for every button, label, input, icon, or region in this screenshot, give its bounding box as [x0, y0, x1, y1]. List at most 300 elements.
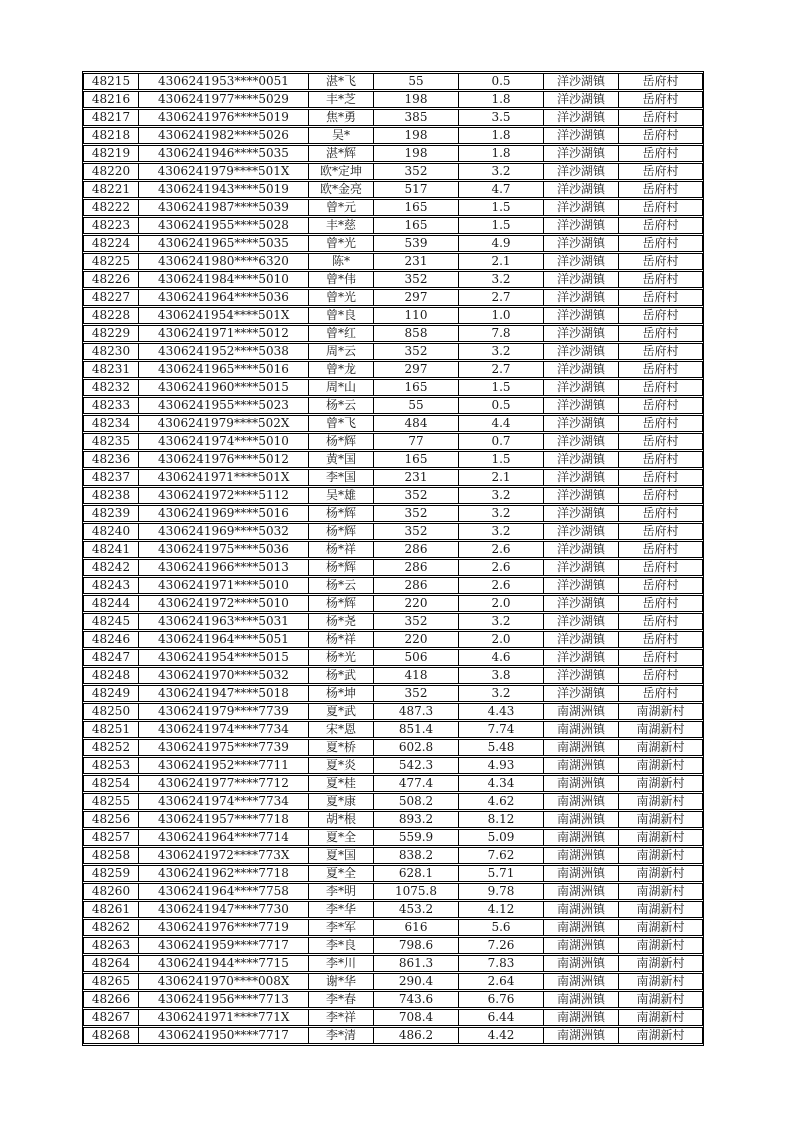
- cell-serial-number: 48217: [83, 109, 138, 126]
- cell-amount: 539: [373, 235, 458, 252]
- cell-serial-number: 48254: [83, 775, 138, 792]
- cell-village: 南湖新村: [618, 757, 703, 774]
- cell-town: 南湖洲镇: [543, 937, 618, 954]
- cell-amount: 165: [373, 199, 458, 216]
- cell-town: 南湖洲镇: [543, 955, 618, 972]
- cell-person-name-masked: 李*良: [308, 937, 373, 954]
- cell-amount: 542.3: [373, 757, 458, 774]
- table-row: [83, 91, 703, 108]
- cell-village: 岳府村: [618, 649, 703, 666]
- cell-serial-number: 48241: [83, 541, 138, 558]
- table-row: [83, 325, 703, 342]
- cell-person-name-masked: 曾*光: [308, 235, 373, 252]
- cell-town: 洋沙湖镇: [543, 649, 618, 666]
- cell-amount: 198: [373, 127, 458, 144]
- cell-person-name-masked: 李*春: [308, 991, 373, 1008]
- cell-person-name-masked: 李*清: [308, 1027, 373, 1044]
- table-row: [83, 109, 703, 126]
- cell-village: 南湖新村: [618, 883, 703, 900]
- cell-person-name-masked: 杨*云: [308, 397, 373, 414]
- cell-village: 岳府村: [618, 199, 703, 216]
- table-row: [83, 397, 703, 414]
- cell-amount: 486.2: [373, 1027, 458, 1044]
- cell-amount-secondary: 3.2: [458, 523, 543, 540]
- cell-village: 岳府村: [618, 325, 703, 342]
- cell-amount: 352: [373, 487, 458, 504]
- table-row: [83, 829, 703, 846]
- cell-amount: 286: [373, 577, 458, 594]
- cell-town: 洋沙湖镇: [543, 73, 618, 90]
- table-row: [83, 901, 703, 918]
- cell-amount-secondary: 4.7: [458, 181, 543, 198]
- cell-village: 岳府村: [618, 685, 703, 702]
- cell-serial-number: 48258: [83, 847, 138, 864]
- cell-serial-number: 48246: [83, 631, 138, 648]
- cell-amount-secondary: 7.26: [458, 937, 543, 954]
- cell-id-number-masked: 4306241970****5032: [138, 667, 308, 684]
- cell-amount: 1075.8: [373, 883, 458, 900]
- cell-town: 洋沙湖镇: [543, 613, 618, 630]
- cell-id-number-masked: 4306241977****5029: [138, 91, 308, 108]
- cell-id-number-masked: 4306241957****7718: [138, 811, 308, 828]
- cell-amount: 487.3: [373, 703, 458, 720]
- cell-amount-secondary: 2.7: [458, 361, 543, 378]
- cell-person-name-masked: 杨*祥: [308, 541, 373, 558]
- cell-amount-secondary: 3.2: [458, 487, 543, 504]
- table-row: [83, 937, 703, 954]
- table-row: [83, 433, 703, 450]
- cell-id-number-masked: 4306241971****5012: [138, 325, 308, 342]
- cell-serial-number: 48227: [83, 289, 138, 306]
- cell-amount: 198: [373, 91, 458, 108]
- cell-serial-number: 48265: [83, 973, 138, 990]
- cell-person-name-masked: 杨*武: [308, 667, 373, 684]
- cell-village: 岳府村: [618, 577, 703, 594]
- cell-serial-number: 48248: [83, 667, 138, 684]
- cell-amount: 851.4: [373, 721, 458, 738]
- cell-amount-secondary: 3.2: [458, 271, 543, 288]
- cell-town: 南湖洲镇: [543, 793, 618, 810]
- cell-town: 洋沙湖镇: [543, 361, 618, 378]
- cell-person-name-masked: 胡*根: [308, 811, 373, 828]
- cell-town: 洋沙湖镇: [543, 487, 618, 504]
- cell-amount-secondary: 9.78: [458, 883, 543, 900]
- table-row: [83, 955, 703, 972]
- cell-amount: 220: [373, 595, 458, 612]
- table-row: [83, 811, 703, 828]
- cell-id-number-masked: 4306241947****7730: [138, 901, 308, 918]
- cell-person-name-masked: 杨*辉: [308, 433, 373, 450]
- cell-amount-secondary: 3.2: [458, 613, 543, 630]
- cell-amount-secondary: 4.93: [458, 757, 543, 774]
- cell-village: 岳府村: [618, 631, 703, 648]
- cell-serial-number: 48244: [83, 595, 138, 612]
- cell-amount: 55: [373, 73, 458, 90]
- cell-serial-number: 48223: [83, 217, 138, 234]
- cell-serial-number: 48266: [83, 991, 138, 1008]
- cell-person-name-masked: 杨*辉: [308, 505, 373, 522]
- cell-person-name-masked: 李*川: [308, 955, 373, 972]
- cell-person-name-masked: 丰*芝: [308, 91, 373, 108]
- cell-village: 南湖新村: [618, 973, 703, 990]
- cell-id-number-masked: 4306241971****771X: [138, 1009, 308, 1026]
- cell-village: 岳府村: [618, 667, 703, 684]
- table-row: [83, 289, 703, 306]
- cell-person-name-masked: 吴*雄: [308, 487, 373, 504]
- table-row: [83, 1027, 703, 1044]
- table-row: [83, 73, 703, 90]
- cell-village: 南湖新村: [618, 811, 703, 828]
- cell-serial-number: 48238: [83, 487, 138, 504]
- cell-id-number-masked: 4306241977****7712: [138, 775, 308, 792]
- cell-amount-secondary: 4.4: [458, 415, 543, 432]
- table-row: [83, 973, 703, 990]
- cell-person-name-masked: 宋*恩: [308, 721, 373, 738]
- cell-person-name-masked: 湛*辉: [308, 145, 373, 162]
- cell-town: 洋沙湖镇: [543, 433, 618, 450]
- cell-id-number-masked: 4306241987****5039: [138, 199, 308, 216]
- cell-amount-secondary: 0.5: [458, 73, 543, 90]
- cell-town: 洋沙湖镇: [543, 631, 618, 648]
- cell-serial-number: 48250: [83, 703, 138, 720]
- cell-town: 洋沙湖镇: [543, 127, 618, 144]
- cell-id-number-masked: 4306241963****5031: [138, 613, 308, 630]
- cell-serial-number: 48237: [83, 469, 138, 486]
- cell-amount-secondary: 7.83: [458, 955, 543, 972]
- cell-village: 岳府村: [618, 181, 703, 198]
- cell-id-number-masked: 4306241965****5016: [138, 361, 308, 378]
- cell-amount: 352: [373, 343, 458, 360]
- cell-person-name-masked: 杨*光: [308, 649, 373, 666]
- cell-serial-number: 48216: [83, 91, 138, 108]
- table-row: [83, 667, 703, 684]
- cell-amount-secondary: 1.5: [458, 217, 543, 234]
- cell-person-name-masked: 杨*尧: [308, 613, 373, 630]
- cell-amount-secondary: 1.8: [458, 145, 543, 162]
- cell-id-number-masked: 4306241960****5015: [138, 379, 308, 396]
- cell-serial-number: 48242: [83, 559, 138, 576]
- cell-village: 岳府村: [618, 487, 703, 504]
- cell-person-name-masked: 李*军: [308, 919, 373, 936]
- cell-amount: 708.4: [373, 1009, 458, 1026]
- cell-id-number-masked: 4306241969****5032: [138, 523, 308, 540]
- cell-amount: 352: [373, 685, 458, 702]
- cell-town: 南湖洲镇: [543, 1027, 618, 1044]
- cell-person-name-masked: 湛*飞: [308, 73, 373, 90]
- cell-id-number-masked: 4306241954****501X: [138, 307, 308, 324]
- table-row: [83, 541, 703, 558]
- cell-town: 洋沙湖镇: [543, 595, 618, 612]
- cell-person-name-masked: 杨*辉: [308, 559, 373, 576]
- cell-amount-secondary: 1.0: [458, 307, 543, 324]
- cell-person-name-masked: 夏*炎: [308, 757, 373, 774]
- cell-serial-number: 48262: [83, 919, 138, 936]
- cell-town: 洋沙湖镇: [543, 307, 618, 324]
- cell-amount-secondary: 3.2: [458, 505, 543, 522]
- cell-village: 南湖新村: [618, 829, 703, 846]
- cell-serial-number: 48229: [83, 325, 138, 342]
- cell-person-name-masked: 黄*国: [308, 451, 373, 468]
- cell-town: 南湖洲镇: [543, 865, 618, 882]
- table-row: [83, 631, 703, 648]
- cell-village: 南湖新村: [618, 901, 703, 918]
- cell-person-name-masked: 曾*伟: [308, 271, 373, 288]
- cell-serial-number: 48231: [83, 361, 138, 378]
- cell-person-name-masked: 谢*华: [308, 973, 373, 990]
- cell-person-name-masked: 李*国: [308, 469, 373, 486]
- cell-amount-secondary: 5.09: [458, 829, 543, 846]
- table-row: [83, 127, 703, 144]
- cell-amount-secondary: 4.12: [458, 901, 543, 918]
- cell-id-number-masked: 4306241980****6320: [138, 253, 308, 270]
- cell-amount-secondary: 4.43: [458, 703, 543, 720]
- cell-person-name-masked: 曾*良: [308, 307, 373, 324]
- cell-village: 岳府村: [618, 379, 703, 396]
- cell-town: 南湖洲镇: [543, 973, 618, 990]
- cell-person-name-masked: 夏*桥: [308, 739, 373, 756]
- cell-id-number-masked: 4306241943****5019: [138, 181, 308, 198]
- cell-id-number-masked: 4306241964****5036: [138, 289, 308, 306]
- cell-village: 岳府村: [618, 397, 703, 414]
- cell-amount: 602.8: [373, 739, 458, 756]
- table-row: [83, 163, 703, 180]
- cell-serial-number: 48255: [83, 793, 138, 810]
- table-row: [83, 703, 703, 720]
- table-row: [83, 523, 703, 540]
- cell-amount: 352: [373, 505, 458, 522]
- cell-village: 南湖新村: [618, 955, 703, 972]
- cell-id-number-masked: 4306241944****7715: [138, 955, 308, 972]
- cell-person-name-masked: 吴*: [308, 127, 373, 144]
- cell-amount: 385: [373, 109, 458, 126]
- cell-amount: 77: [373, 433, 458, 450]
- table-row: [83, 739, 703, 756]
- cell-town: 南湖洲镇: [543, 919, 618, 936]
- cell-town: 南湖洲镇: [543, 703, 618, 720]
- cell-town: 洋沙湖镇: [543, 217, 618, 234]
- cell-amount: 798.6: [373, 937, 458, 954]
- cell-person-name-masked: 欧*金亮: [308, 181, 373, 198]
- cell-person-name-masked: 李*华: [308, 901, 373, 918]
- cell-amount: 838.2: [373, 847, 458, 864]
- cell-village: 南湖新村: [618, 937, 703, 954]
- cell-serial-number: 48221: [83, 181, 138, 198]
- cell-id-number-masked: 4306241982****5026: [138, 127, 308, 144]
- cell-amount-secondary: 2.1: [458, 253, 543, 270]
- table-row: [83, 577, 703, 594]
- cell-town: 洋沙湖镇: [543, 235, 618, 252]
- table-row: [83, 613, 703, 630]
- cell-amount: 286: [373, 541, 458, 558]
- cell-person-name-masked: 杨*云: [308, 577, 373, 594]
- cell-amount: 352: [373, 271, 458, 288]
- cell-town: 洋沙湖镇: [543, 289, 618, 306]
- cell-village: 岳府村: [618, 145, 703, 162]
- table-row: [83, 883, 703, 900]
- cell-town: 南湖洲镇: [543, 901, 618, 918]
- cell-amount-secondary: 0.5: [458, 397, 543, 414]
- cell-person-name-masked: 焦*勇: [308, 109, 373, 126]
- table-row: [83, 505, 703, 522]
- cell-town: 南湖洲镇: [543, 1009, 618, 1026]
- cell-amount-secondary: 6.44: [458, 1009, 543, 1026]
- table-row: [83, 235, 703, 252]
- cell-amount-secondary: 5.6: [458, 919, 543, 936]
- cell-serial-number: 48267: [83, 1009, 138, 1026]
- table-row: [83, 595, 703, 612]
- cell-id-number-masked: 4306241947****5018: [138, 685, 308, 702]
- cell-amount: 517: [373, 181, 458, 198]
- table-row: [83, 649, 703, 666]
- cell-id-number-masked: 4306241946****5035: [138, 145, 308, 162]
- table-row: [83, 307, 703, 324]
- cell-amount: 858: [373, 325, 458, 342]
- table-row: [83, 217, 703, 234]
- cell-amount: 231: [373, 253, 458, 270]
- cell-id-number-masked: 4306241979****502X: [138, 415, 308, 432]
- cell-town: 洋沙湖镇: [543, 685, 618, 702]
- cell-amount-secondary: 1.5: [458, 379, 543, 396]
- cell-amount: 484: [373, 415, 458, 432]
- cell-amount: 418: [373, 667, 458, 684]
- table-row: [83, 271, 703, 288]
- cell-amount: 477.4: [373, 775, 458, 792]
- cell-amount-secondary: 4.62: [458, 793, 543, 810]
- cell-serial-number: 48239: [83, 505, 138, 522]
- cell-amount: 743.6: [373, 991, 458, 1008]
- cell-village: 岳府村: [618, 109, 703, 126]
- subsidy-table: [82, 71, 704, 1046]
- cell-village: 南湖新村: [618, 919, 703, 936]
- cell-id-number-masked: 4306241950****7717: [138, 1027, 308, 1044]
- cell-village: 南湖新村: [618, 739, 703, 756]
- cell-serial-number: 48220: [83, 163, 138, 180]
- table-row: [83, 685, 703, 702]
- cell-town: 洋沙湖镇: [543, 559, 618, 576]
- cell-village: 南湖新村: [618, 847, 703, 864]
- table-row: [83, 775, 703, 792]
- cell-town: 洋沙湖镇: [543, 523, 618, 540]
- table-row: [83, 451, 703, 468]
- cell-village: 岳府村: [618, 235, 703, 252]
- cell-village: 南湖新村: [618, 991, 703, 1008]
- cell-amount-secondary: 1.5: [458, 451, 543, 468]
- cell-serial-number: 48228: [83, 307, 138, 324]
- cell-id-number-masked: 4306241979****501X: [138, 163, 308, 180]
- cell-person-name-masked: 曾*红: [308, 325, 373, 342]
- cell-serial-number: 48240: [83, 523, 138, 540]
- cell-person-name-masked: 夏*桂: [308, 775, 373, 792]
- cell-serial-number: 48268: [83, 1027, 138, 1044]
- cell-village: 南湖新村: [618, 775, 703, 792]
- cell-id-number-masked: 4306241969****5016: [138, 505, 308, 522]
- cell-amount-secondary: 4.6: [458, 649, 543, 666]
- cell-town: 南湖洲镇: [543, 739, 618, 756]
- table-row: [83, 379, 703, 396]
- cell-town: 洋沙湖镇: [543, 451, 618, 468]
- cell-serial-number: 48252: [83, 739, 138, 756]
- cell-serial-number: 48234: [83, 415, 138, 432]
- cell-serial-number: 48226: [83, 271, 138, 288]
- cell-town: 洋沙湖镇: [543, 505, 618, 522]
- cell-village: 岳府村: [618, 163, 703, 180]
- cell-amount-secondary: 2.0: [458, 631, 543, 648]
- cell-serial-number: 48257: [83, 829, 138, 846]
- cell-id-number-masked: 4306241953****0051: [138, 73, 308, 90]
- cell-village: 岳府村: [618, 541, 703, 558]
- cell-amount-secondary: 7.8: [458, 325, 543, 342]
- cell-town: 洋沙湖镇: [543, 199, 618, 216]
- cell-amount-secondary: 4.34: [458, 775, 543, 792]
- cell-id-number-masked: 4306241955****5023: [138, 397, 308, 414]
- cell-amount-secondary: 2.0: [458, 595, 543, 612]
- table-row: [83, 361, 703, 378]
- cell-id-number-masked: 4306241972****5112: [138, 487, 308, 504]
- cell-person-name-masked: 杨*坤: [308, 685, 373, 702]
- cell-id-number-masked: 4306241976****5019: [138, 109, 308, 126]
- cell-village: 岳府村: [618, 217, 703, 234]
- cell-town: 南湖洲镇: [543, 775, 618, 792]
- cell-village: 南湖新村: [618, 721, 703, 738]
- cell-person-name-masked: 夏*康: [308, 793, 373, 810]
- cell-amount: 893.2: [373, 811, 458, 828]
- cell-id-number-masked: 4306241976****5012: [138, 451, 308, 468]
- cell-village: 岳府村: [618, 451, 703, 468]
- cell-village: 南湖新村: [618, 793, 703, 810]
- cell-village: 岳府村: [618, 433, 703, 450]
- cell-id-number-masked: 4306241954****5015: [138, 649, 308, 666]
- cell-person-name-masked: 曾*飞: [308, 415, 373, 432]
- cell-serial-number: 48236: [83, 451, 138, 468]
- cell-serial-number: 48225: [83, 253, 138, 270]
- cell-town: 洋沙湖镇: [543, 271, 618, 288]
- table-row: [83, 253, 703, 270]
- cell-village: 岳府村: [618, 415, 703, 432]
- cell-town: 南湖洲镇: [543, 883, 618, 900]
- cell-town: 洋沙湖镇: [543, 397, 618, 414]
- cell-id-number-masked: 4306241952****5038: [138, 343, 308, 360]
- cell-amount: 110: [373, 307, 458, 324]
- cell-village: 岳府村: [618, 127, 703, 144]
- cell-village: 南湖新村: [618, 1027, 703, 1044]
- table-row: [83, 991, 703, 1008]
- cell-serial-number: 48247: [83, 649, 138, 666]
- cell-id-number-masked: 4306241965****5035: [138, 235, 308, 252]
- cell-village: 岳府村: [618, 73, 703, 90]
- cell-village: 岳府村: [618, 271, 703, 288]
- cell-serial-number: 48222: [83, 199, 138, 216]
- cell-amount: 559.9: [373, 829, 458, 846]
- cell-amount-secondary: 3.2: [458, 685, 543, 702]
- cell-amount-secondary: 1.8: [458, 91, 543, 108]
- cell-serial-number: 48219: [83, 145, 138, 162]
- cell-amount: 297: [373, 361, 458, 378]
- table-body: [83, 73, 703, 1044]
- cell-person-name-masked: 周*山: [308, 379, 373, 396]
- cell-id-number-masked: 4306241964****7758: [138, 883, 308, 900]
- cell-amount: 352: [373, 523, 458, 540]
- cell-id-number-masked: 4306241964****5051: [138, 631, 308, 648]
- cell-amount-secondary: 7.74: [458, 721, 543, 738]
- cell-amount: 165: [373, 451, 458, 468]
- cell-person-name-masked: 夏*武: [308, 703, 373, 720]
- cell-amount-secondary: 7.62: [458, 847, 543, 864]
- cell-town: 洋沙湖镇: [543, 415, 618, 432]
- table-row: [83, 919, 703, 936]
- cell-amount: 286: [373, 559, 458, 576]
- cell-amount-secondary: 8.12: [458, 811, 543, 828]
- cell-village: 岳府村: [618, 289, 703, 306]
